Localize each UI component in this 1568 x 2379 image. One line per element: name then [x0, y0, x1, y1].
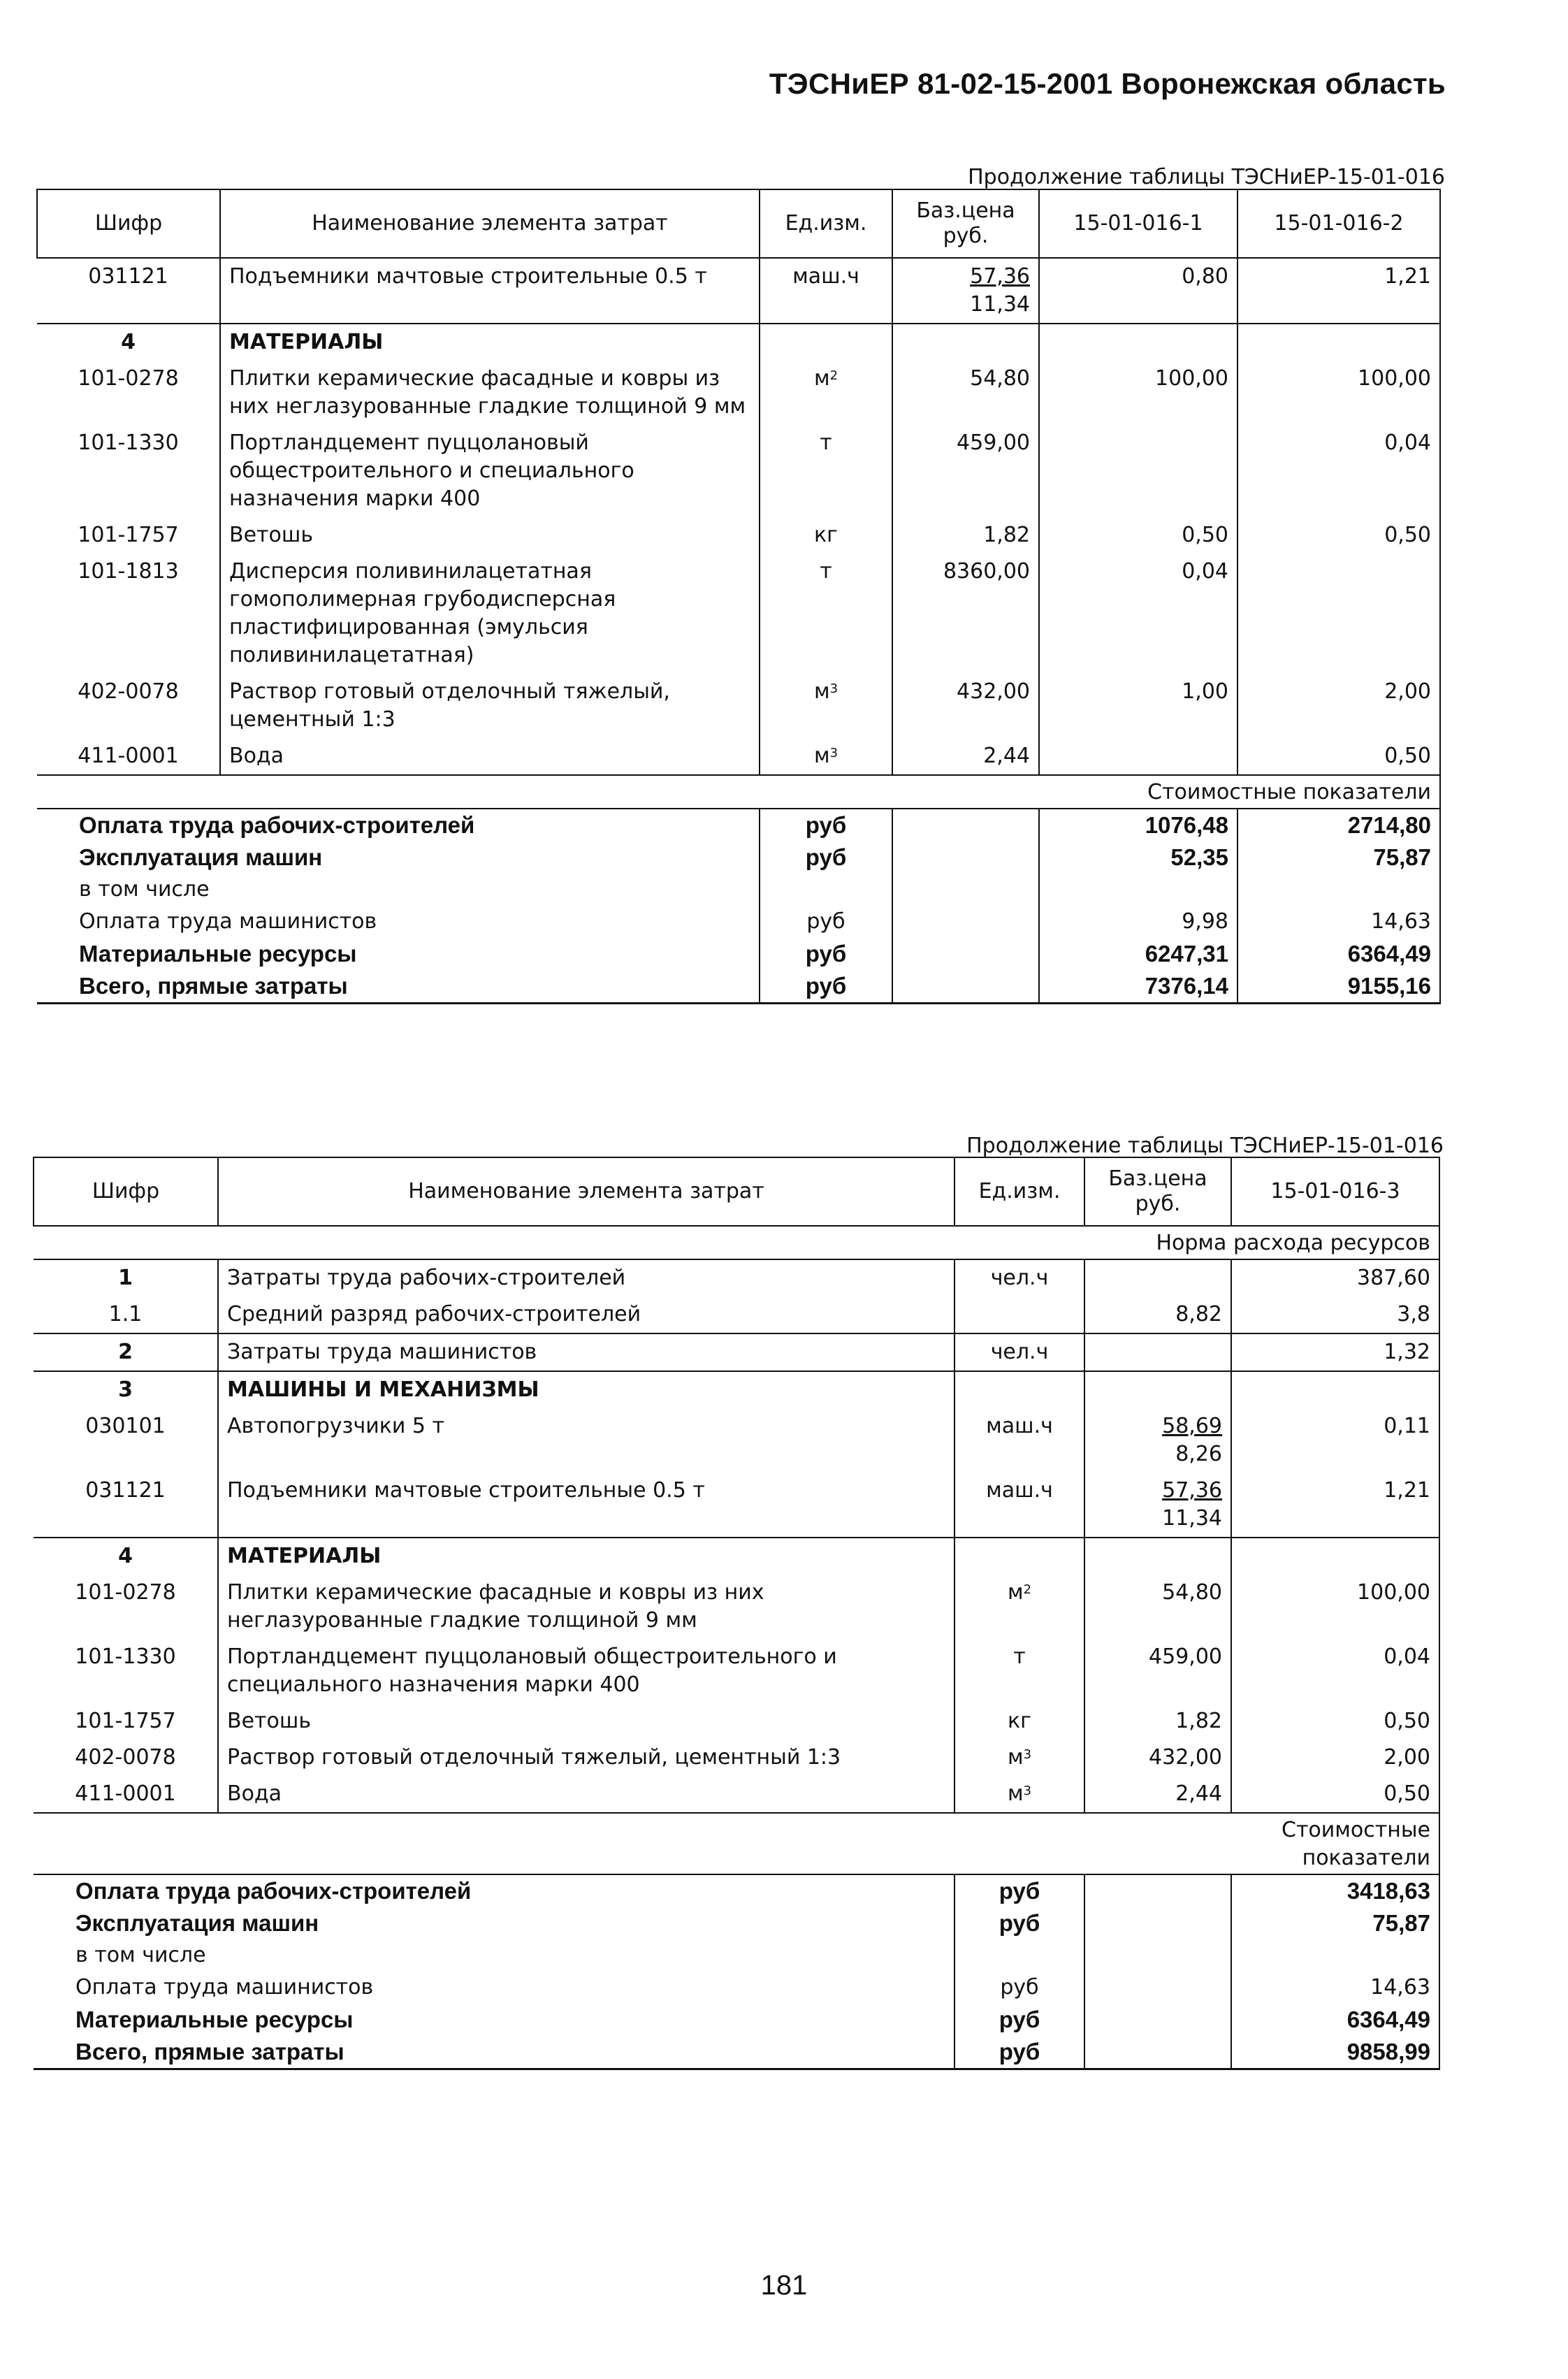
empty-cell	[34, 1813, 1231, 1874]
summary-value: 7376,14	[1039, 970, 1237, 1004]
code-cell: 101-1330	[78, 431, 179, 455]
section-row	[37, 324, 1440, 361]
table1	[36, 189, 1441, 1004]
column-header: Баз.цена руб.	[1084, 1157, 1231, 1226]
code-cell: 402-0078	[75, 1745, 176, 1770]
section-title: МАШИНЫ И МЕХАНИЗМЫ	[218, 1371, 954, 1408]
summary-value: 2714,80	[1237, 809, 1440, 841]
summary-label: в том числе	[75, 1943, 206, 1967]
base-price: 1,82	[1175, 1709, 1222, 1733]
unit-text: кг	[814, 523, 838, 547]
name-cell: Раствор готовый отделочный тяжелый, цементный 1:3	[220, 674, 760, 738]
unit-cell	[954, 1740, 1084, 1776]
value-cell: 100,00	[1237, 361, 1440, 425]
value-cell: 0,80	[1039, 258, 1237, 324]
price-cell	[1084, 1296, 1231, 1333]
price-cell	[1084, 1703, 1231, 1740]
unit-text: кг	[1008, 1709, 1031, 1733]
table-row	[37, 517, 1440, 554]
summary-value	[1039, 874, 1237, 906]
name-cell: Вода	[220, 738, 760, 775]
code-cell: 101-1813	[78, 559, 179, 584]
value-cell: 100,00	[1231, 1575, 1439, 1639]
table-row	[34, 1296, 1439, 1333]
empty-cell	[892, 809, 1039, 841]
summary-unit: руб	[760, 841, 892, 874]
column-header: Наименование элемента затрат	[218, 1157, 954, 1226]
price-cell	[892, 738, 1039, 775]
summary-row	[37, 874, 1440, 906]
summary-unit	[954, 1939, 1084, 1972]
name-cell: Подъемники мачтовые строительные 0.5 т	[220, 258, 760, 324]
empty-cell	[34, 1226, 1084, 1259]
value-cell	[1039, 425, 1237, 517]
empty-cell	[1231, 1538, 1439, 1575]
price-cell	[1084, 1333, 1231, 1371]
price-cell	[1084, 1740, 1231, 1776]
empty-cell	[1231, 1371, 1439, 1408]
value-cell: 0,04	[1237, 425, 1440, 517]
name-cell: Затраты труда рабочих-строителей	[218, 1259, 954, 1296]
summary-row	[34, 1907, 1439, 1939]
base-price: 432,00	[1149, 1745, 1222, 1770]
summary-value: 9,98	[1039, 906, 1237, 938]
summary-unit: руб	[760, 938, 892, 970]
unit-text: м	[1007, 1580, 1024, 1605]
code-cell: 1	[118, 1266, 133, 1290]
unit-text: т	[1013, 1644, 1026, 1669]
summary-value	[1237, 874, 1440, 906]
empty-cell	[1084, 1972, 1231, 2004]
unit-cell	[954, 1333, 1084, 1371]
value-cell: 1,21	[1237, 258, 1440, 324]
name-cell: Портландцемент пуццолановый общестроительного и специального назначения марки 400	[220, 425, 760, 517]
summary-label: Всего, прямые затраты	[37, 970, 760, 1004]
unit-superscript: 3	[829, 681, 839, 696]
value-cell: 3,8	[1231, 1296, 1439, 1333]
norm-header: Норма расхода ресурсов	[1084, 1226, 1439, 1259]
value-cell: 0,11	[1231, 1408, 1439, 1473]
summary-row	[37, 906, 1440, 938]
unit-superscript: 3	[1023, 1784, 1032, 1798]
empty-cell	[1084, 1538, 1231, 1575]
summary-label: Эксплуатация машин	[75, 1910, 319, 1936]
code-cell: 2	[34, 1333, 218, 1371]
empty-cell	[1084, 2004, 1231, 2036]
column-header: Баз.цена руб.	[892, 189, 1039, 258]
unit-cell	[760, 517, 892, 554]
table-row	[37, 361, 1440, 425]
summary-unit: руб	[954, 1907, 1084, 1939]
unit-superscript: 2	[1023, 1582, 1032, 1597]
empty-cell	[37, 775, 1039, 809]
document-header: ТЭСНиЕР 81-02-15-2001 Воронежская область	[769, 67, 1446, 100]
summary-label: Всего, прямые затраты	[34, 2036, 954, 2069]
summary-label: Оплата труда машинистов	[75, 1975, 374, 2000]
base-price: 58,69	[1162, 1414, 1222, 1438]
norm-header-row	[34, 1226, 1439, 1259]
summary-unit: руб	[954, 1874, 1084, 1907]
table-row	[37, 738, 1440, 775]
summary-row	[34, 1939, 1439, 1972]
table1-header-row	[37, 189, 1440, 258]
value-cell: 2,00	[1231, 1740, 1439, 1776]
cost-header: Стоимостные показатели	[1231, 1813, 1439, 1874]
table-row	[34, 1740, 1439, 1776]
summary-unit: руб	[954, 1972, 1084, 2004]
base-price: 432,00	[957, 679, 1030, 704]
table2-header-row	[34, 1157, 1439, 1226]
value-cell: 0,50	[1039, 517, 1237, 554]
summary-label: Материальные ресурсы	[75, 2006, 354, 2032]
unit-text: т	[820, 431, 832, 455]
section-row	[34, 1371, 1439, 1408]
code-cell: 101-0278	[78, 366, 179, 391]
empty-cell	[1084, 1939, 1231, 1972]
name-cell: Вода	[218, 1776, 954, 1813]
price-cell	[892, 425, 1039, 517]
unit-cell	[760, 425, 892, 517]
price-cell	[1084, 1259, 1231, 1296]
price-cell	[1084, 1776, 1231, 1813]
summary-value: 6247,31	[1039, 938, 1237, 970]
column-header: Ед.изм.	[954, 1157, 1084, 1226]
column-header: Шифр	[34, 1157, 218, 1226]
column-header: Наименование элемента затрат	[220, 189, 760, 258]
unit-text: м	[813, 366, 830, 391]
price-cell	[1084, 1408, 1231, 1473]
unit-cell	[954, 1296, 1084, 1333]
price-cell	[1084, 1473, 1231, 1538]
value-cell: 0,50	[1237, 517, 1440, 554]
value-cell	[1237, 554, 1440, 674]
empty-cell	[892, 324, 1039, 361]
empty-cell	[1084, 1371, 1231, 1408]
summary-label: Оплата труда рабочих-строителей	[75, 1878, 472, 1904]
cost-header-row	[37, 775, 1440, 809]
base-price: 1,82	[983, 523, 1030, 547]
summary-label: Эксплуатация машин	[79, 844, 323, 870]
page-number: 181	[760, 2270, 808, 2301]
code-cell: 101-0278	[75, 1580, 176, 1605]
unit-text: м	[813, 744, 830, 768]
empty-cell	[892, 906, 1039, 938]
code-cell: 031121	[88, 264, 168, 289]
code-cell: 101-1757	[75, 1709, 176, 1733]
unit-cell	[760, 674, 892, 738]
summary-value	[1231, 1939, 1439, 1972]
summary-row	[37, 809, 1440, 841]
column-header: 15-01-016-2	[1237, 189, 1440, 258]
summary-row	[34, 2004, 1439, 2036]
empty-cell	[954, 1371, 1084, 1408]
cost-header: Стоимостные показатели	[1039, 775, 1440, 809]
price-cell	[892, 361, 1039, 425]
table-row	[34, 1575, 1439, 1639]
price-cell	[892, 554, 1039, 674]
summary-unit: руб	[760, 970, 892, 1004]
table-row	[34, 1408, 1439, 1473]
table-row	[37, 425, 1440, 517]
empty-cell	[1237, 324, 1440, 361]
code-cell: 411-0001	[75, 1781, 176, 1806]
table-row	[37, 258, 1440, 324]
price-cell	[892, 258, 1039, 324]
value-cell: 0,50	[1231, 1776, 1439, 1813]
base-price: 54,80	[1162, 1580, 1222, 1605]
unit-cell	[954, 1639, 1084, 1703]
summary-label: Материальные ресурсы	[79, 941, 357, 967]
name-cell: Раствор готовый отделочный тяжелый, цементный 1:3	[218, 1740, 954, 1776]
unit-cell	[954, 1776, 1084, 1813]
summary-value: 9155,16	[1237, 970, 1440, 1004]
unit-text: чел.ч	[990, 1266, 1049, 1290]
unit-text: м	[1007, 1745, 1024, 1770]
base-price: 2,44	[983, 744, 1030, 768]
empty-cell	[892, 874, 1039, 906]
value-cell: 1,21	[1231, 1473, 1439, 1538]
summary-value: 52,35	[1039, 841, 1237, 874]
empty-cell	[892, 970, 1039, 1004]
name-cell: Портландцемент пуццолановый общестроительного и специального назначения марки 400	[218, 1639, 954, 1703]
name-cell: Дисперсия поливинилацетатная гомополимерная грубодисперсная пластифицированная (эмульсия поливинилацетатная)	[220, 554, 760, 674]
section-number: 4	[37, 324, 220, 361]
column-header: Шифр	[37, 189, 220, 258]
empty-cell	[1084, 2036, 1231, 2069]
value-cell: 1,32	[1231, 1333, 1439, 1371]
code-cell: 031121	[85, 1478, 166, 1503]
summary-row	[37, 938, 1440, 970]
summary-value: 14,63	[1231, 1972, 1439, 2004]
empty-cell	[1084, 1907, 1231, 1939]
summary-unit: руб	[954, 2004, 1084, 2036]
unit-cell	[760, 361, 892, 425]
code-cell: 411-0001	[78, 744, 179, 768]
summary-label: в том числе	[79, 877, 210, 902]
code-cell: 101-1757	[78, 523, 179, 547]
table1-caption: Продолжение таблицы ТЭСНиЕР-15-01-016	[968, 165, 1445, 189]
empty-cell	[760, 324, 892, 361]
unit-text: маш.ч	[986, 1478, 1053, 1503]
unit-text: маш.ч	[792, 264, 859, 289]
summary-row	[37, 841, 1440, 874]
value-cell: 0,50	[1231, 1703, 1439, 1740]
unit-cell	[954, 1259, 1084, 1296]
empty-cell	[892, 841, 1039, 874]
summary-label: Оплата труда машинистов	[79, 909, 377, 934]
summary-value: 1076,48	[1039, 809, 1237, 841]
empty-cell	[892, 938, 1039, 970]
unit-cell	[954, 1703, 1084, 1740]
section-row	[34, 1538, 1439, 1575]
section-title: МАТЕРИАЛЫ	[218, 1538, 954, 1575]
unit-cell	[954, 1473, 1084, 1538]
name-cell: Подъемники мачтовые строительные 0.5 т	[218, 1473, 954, 1538]
base-price: 54,80	[970, 366, 1030, 391]
unit-cell	[760, 554, 892, 674]
section-title: МАТЕРИАЛЫ	[220, 324, 760, 361]
summary-unit	[760, 874, 892, 906]
column-header: Ед.изм.	[760, 189, 892, 258]
unit-cell	[760, 258, 892, 324]
base-price: 2,44	[1175, 1781, 1222, 1806]
value-cell: 100,00	[1039, 361, 1237, 425]
name-cell: Затраты труда машинистов	[218, 1333, 954, 1371]
price-cell	[892, 674, 1039, 738]
summary-row	[34, 2036, 1439, 2069]
code-cell: 101-1330	[75, 1644, 176, 1669]
summary-unit: руб	[954, 2036, 1084, 2069]
base-price: 459,00	[957, 431, 1030, 455]
section-number: 4	[34, 1538, 218, 1575]
base-price: 57,36	[970, 264, 1030, 289]
base-price: 8,82	[1175, 1302, 1222, 1326]
summary-unit: руб	[760, 906, 892, 938]
value-cell	[1039, 738, 1237, 775]
unit-cell	[760, 738, 892, 775]
summary-value: 6364,49	[1231, 2004, 1439, 2036]
value-cell: 387,60	[1231, 1259, 1439, 1296]
column-header: 15-01-016-1	[1039, 189, 1237, 258]
unit-superscript: 2	[829, 368, 839, 383]
empty-cell	[1039, 324, 1237, 361]
table-row	[34, 1776, 1439, 1813]
summary-value: 3418,63	[1231, 1874, 1439, 1907]
unit-text: м	[813, 679, 830, 704]
table-row	[34, 1333, 1439, 1371]
unit-text: чел.ч	[990, 1340, 1049, 1364]
summary-row	[34, 1972, 1439, 2004]
table2	[33, 1157, 1440, 2070]
summary-unit: руб	[760, 809, 892, 841]
unit-cell	[954, 1408, 1084, 1473]
base-price: 8360,00	[943, 559, 1030, 584]
value-cell: 0,04	[1231, 1639, 1439, 1703]
table-row	[34, 1473, 1439, 1538]
name-cell: Плитки керамические фасадные и ковры из них неглазурованные гладкие толщиной 9 мм	[218, 1575, 954, 1639]
name-cell: Ветошь	[220, 517, 760, 554]
summary-value: 6364,49	[1237, 938, 1440, 970]
price-cell	[1084, 1575, 1231, 1639]
machinist-wage: 8,26	[1175, 1442, 1222, 1466]
summary-value: 75,87	[1231, 1907, 1439, 1939]
code-cell: 402-0078	[78, 679, 179, 704]
summary-row	[34, 1874, 1439, 1907]
price-cell	[1084, 1639, 1231, 1703]
summary-value: 9858,99	[1231, 2036, 1439, 2069]
base-price: 459,00	[1149, 1644, 1222, 1669]
summary-value: 14,63	[1237, 906, 1440, 938]
summary-label: Оплата труда рабочих-строителей	[79, 812, 475, 838]
cost-header-row	[34, 1813, 1439, 1874]
code-cell: 1.1	[108, 1302, 143, 1326]
value-cell: 0,50	[1237, 738, 1440, 775]
price-cell	[892, 517, 1039, 554]
machinist-wage: 11,34	[1162, 1506, 1222, 1531]
unit-text: т	[820, 559, 832, 584]
table-row	[34, 1703, 1439, 1740]
empty-cell	[954, 1538, 1084, 1575]
table-row	[37, 674, 1440, 738]
name-cell: Автопогрузчики 5 т	[218, 1408, 954, 1473]
unit-superscript: 3	[1023, 1747, 1032, 1762]
table2-caption: Продолжение таблицы ТЭСНиЕР-15-01-016	[966, 1134, 1444, 1158]
name-cell: Средний разряд рабочих-строителей	[218, 1296, 954, 1333]
code-cell: 030101	[85, 1414, 166, 1438]
summary-row	[37, 970, 1440, 1004]
section-number: 3	[34, 1371, 218, 1408]
name-cell: Плитки керамические фасадные и ковры из них неглазурованные гладкие толщиной 9 мм	[220, 361, 760, 425]
column-header: 15-01-016-3	[1231, 1157, 1439, 1226]
unit-cell	[954, 1575, 1084, 1639]
summary-value: 75,87	[1237, 841, 1440, 874]
unit-superscript: 3	[829, 746, 839, 760]
value-cell: 1,00	[1039, 674, 1237, 738]
empty-cell	[1084, 1874, 1231, 1907]
unit-text: маш.ч	[986, 1414, 1053, 1438]
table-row	[37, 554, 1440, 674]
table-row	[34, 1259, 1439, 1296]
name-cell: Ветошь	[218, 1703, 954, 1740]
value-cell: 2,00	[1237, 674, 1440, 738]
base-price: 57,36	[1162, 1478, 1222, 1503]
table-row	[34, 1639, 1439, 1703]
machinist-wage: 11,34	[970, 292, 1030, 317]
value-cell: 0,04	[1039, 554, 1237, 674]
unit-text: м	[1007, 1781, 1024, 1806]
